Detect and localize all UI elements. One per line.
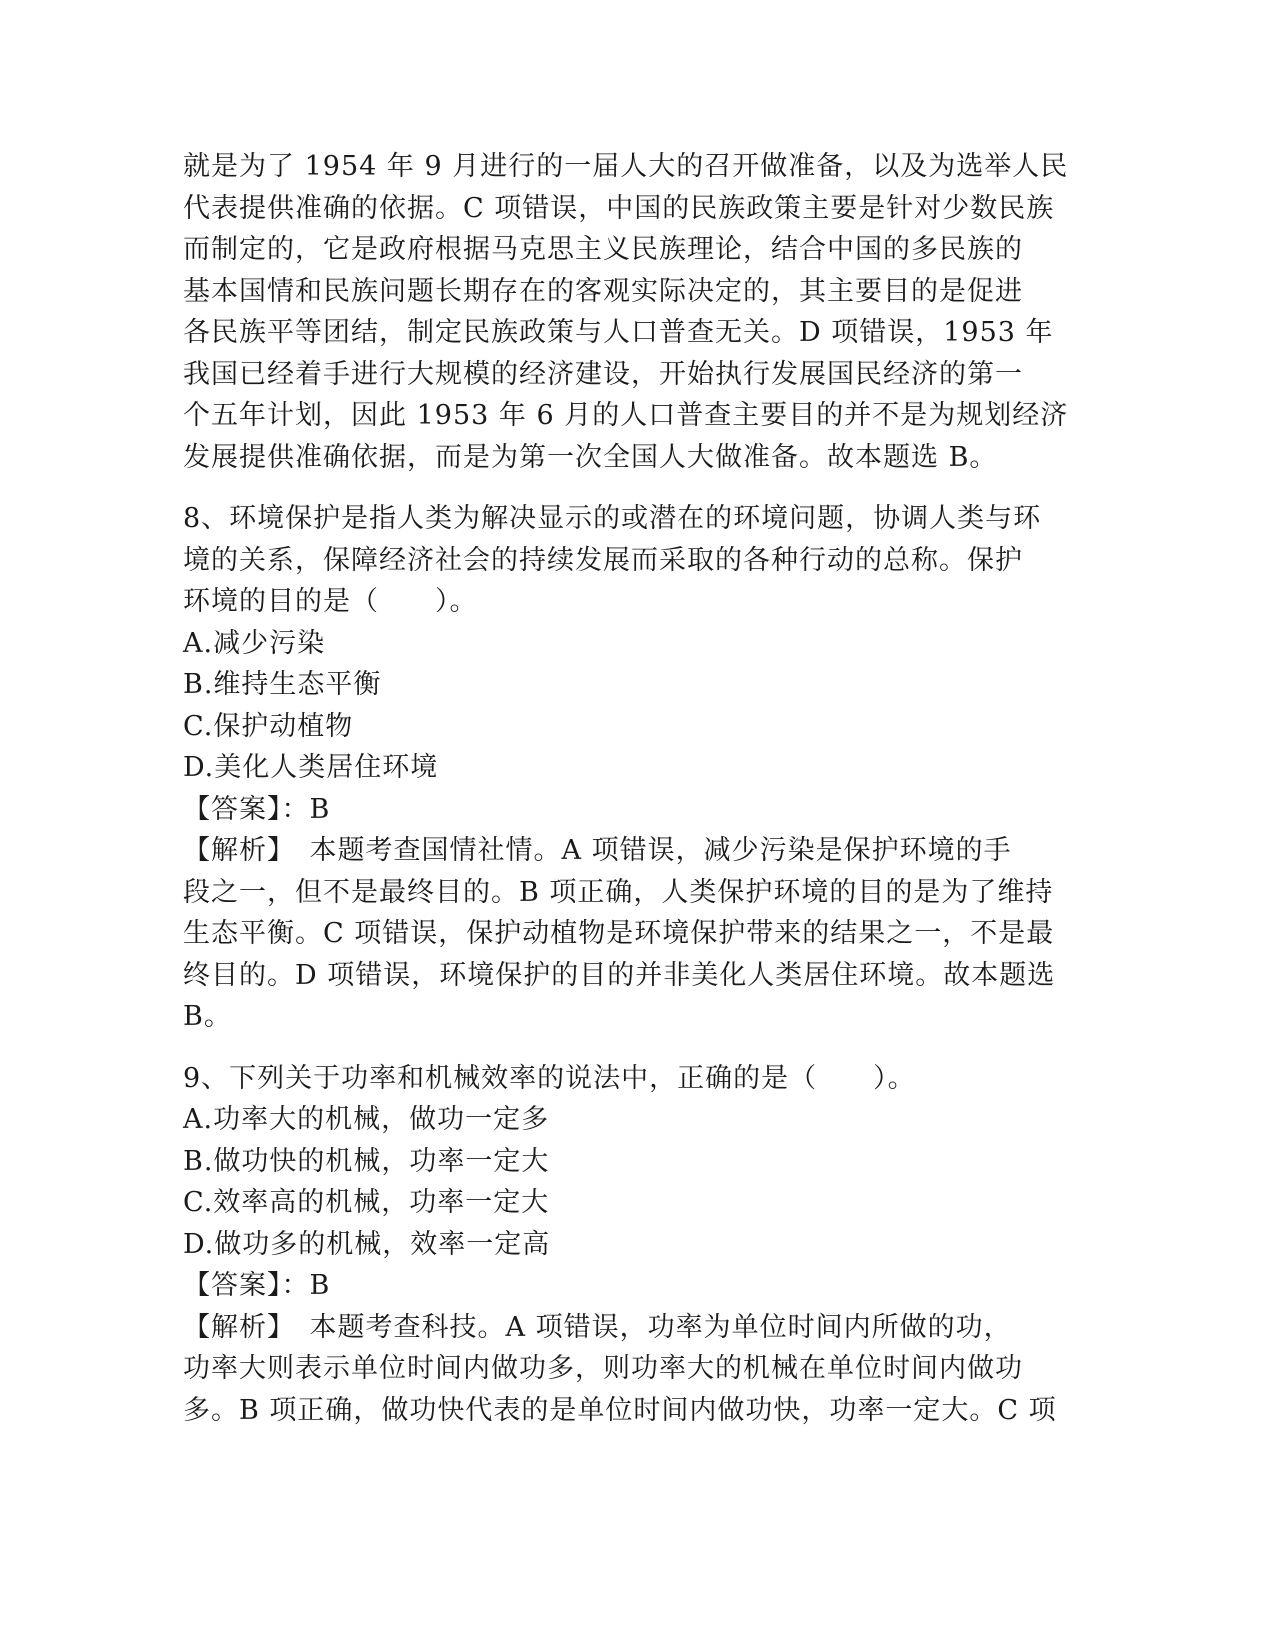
answer: 【答案】：B bbox=[183, 793, 331, 825]
answer: 【答案】：B bbox=[183, 1270, 331, 1301]
option-a: A.功率大的机械，做功一定多 bbox=[183, 1104, 550, 1135]
spacer bbox=[183, 1038, 1083, 1058]
text-line: 发展提供准确依据，而是为第一次全国人大做准备。故本题选 B。 bbox=[183, 441, 998, 473]
text-line: 个五年计划，因此 1953 年 6 月的人口普查主要目的并不是为规划经济 bbox=[183, 400, 1069, 431]
question-stem-line: 8、环境保护是指人类为解决显示的或潜在的环境问题，协调人类与环 bbox=[183, 503, 1042, 534]
spacer bbox=[183, 478, 1083, 498]
analysis-line: 【解析】 本题考查科技。A 项错误，功率为单位时间内所做的功， bbox=[183, 1311, 1012, 1343]
option-a: A.减少污染 bbox=[183, 627, 326, 659]
question-stem-line: 环境的目的是（ ）。 bbox=[183, 586, 478, 617]
analysis-line: B。 bbox=[183, 1001, 232, 1032]
text-line: 而制定的，它是政府根据马克思主义民族理论，结合中国的多民族的 bbox=[183, 234, 1023, 265]
option-d: D.美化人类居住环境 bbox=[183, 752, 439, 783]
option-c: C.效率高的机械，功率一定大 bbox=[183, 1187, 550, 1218]
analysis-line: 功率大则表示单位时间内做功多，则功率大的机械在单位时间内做功 bbox=[183, 1353, 1023, 1384]
analysis-line: 【解析】 本题考查国情社情。A 项错误，减少污染是保护环境的手 bbox=[183, 835, 1012, 866]
question-stem-line: 9、下列关于功率和机械效率的说法中，正确的是（ ）。 bbox=[183, 1062, 916, 1094]
text-line: 代表提供准确的依据。C 项错误，中国的民族政策主要是针对少数民族 bbox=[183, 192, 1055, 224]
analysis-line: 段之一，但不是最终目的。B 项正确，人类保护环境的目的是为了维持 bbox=[183, 876, 1054, 908]
option-c: C.保护动植物 bbox=[183, 710, 354, 742]
question-8 bbox=[183, 498, 1083, 1038]
option-b: B.维持生态平衡 bbox=[183, 669, 382, 700]
analysis-line: 生态平衡。C 项错误，保护动植物是环境保护带来的结果之一，不是最 bbox=[183, 918, 1055, 949]
question-stem-line: 境的关系，保障经济社会的持续发展而采取的各种行动的总称。保护 bbox=[183, 544, 1023, 576]
page-content bbox=[183, 146, 1083, 1431]
option-b: B.做功快的机械，功率一定大 bbox=[183, 1145, 550, 1177]
previous-explanation bbox=[183, 146, 1083, 478]
text-line: 各民族平等团结，制定民族政策与人口普查无关。D 项错误，1953 年 bbox=[183, 317, 1054, 348]
question-9 bbox=[183, 1058, 1083, 1432]
option-d: D.做功多的机械，效率一定高 bbox=[183, 1228, 551, 1260]
text-line: 就是为了 1954 年 9 月进行的一届人大的召开做准备，以及为选举人民 bbox=[183, 151, 1069, 182]
analysis-line: 终目的。D 项错误，环境保护的目的并非美化人类居住环境。故本题选 bbox=[183, 959, 1056, 991]
analysis-line: 多。B 项正确，做功快代表的是单位时间内做功快，功率一定大。C 项 bbox=[183, 1394, 1057, 1426]
text-line: 基本国情和民族问题长期存在的客观实际决定的，其主要目的是促进 bbox=[183, 275, 1023, 307]
text-line: 我国已经着手进行大规模的经济建设，开始执行发展国民经济的第一 bbox=[183, 358, 1023, 390]
